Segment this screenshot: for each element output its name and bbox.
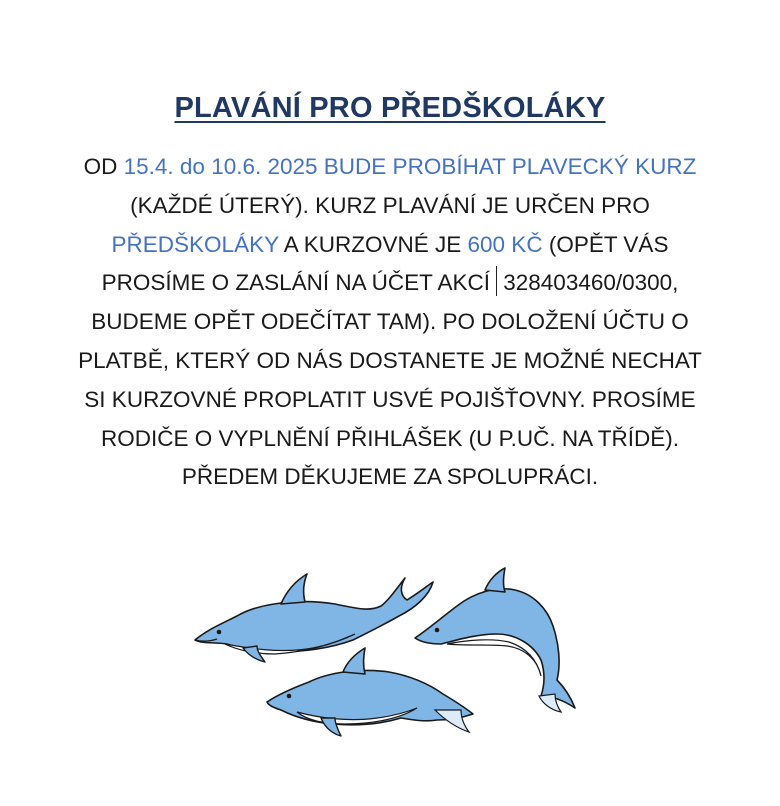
text-segment: (KAŽDÉ ÚTERÝ). KURZ PLAVÁNÍ JE URČEN PRO [130, 192, 650, 218]
highlight-price: 600 KČ [467, 231, 543, 257]
dolphins-illustration [185, 560, 585, 750]
text-segment: 328403460/0300, BUDEME OPĚT ODEČÍTAT TAM). PO DOLOŽENÍ ÚČTU O PLATBĚ, KTERÝ OD NÁS DOSTANETE JE MOŽNÉ NECHAT SI KURZOVNÉ PROPLATIT USVÉ POJIŠŤOVNY. PROSÍME RODIČE O VYPLNĚNÍ PŘIHLÁŠEK (U P.UČ. NA TŘÍDĚ). PŘEDEM DĚKUJEME ZA SPOLUPRÁCI. [78, 270, 702, 490]
highlight-preschoolers: PŘEDŠKOLÁKY [111, 231, 279, 257]
page-title: PLAVÁNÍ PRO PŘEDŠKOLÁKY [174, 92, 606, 124]
highlight-course-dates: 15.4. do 10.6. 2025 BUDE PROBÍHAT PLAVECKÝ KURZ [123, 154, 697, 179]
dolphin-icon [267, 648, 473, 736]
text-segment: (OPĚT VÁS PROSÍME O ZASLÁNÍ NA ÚČET AKCÍ [101, 231, 669, 296]
dolphin-icon [195, 574, 433, 662]
text-segment: OD [83, 154, 124, 179]
announcement-paragraph [70, 148, 710, 497]
text-segment: A KURZOVNÉ JE [278, 231, 468, 257]
